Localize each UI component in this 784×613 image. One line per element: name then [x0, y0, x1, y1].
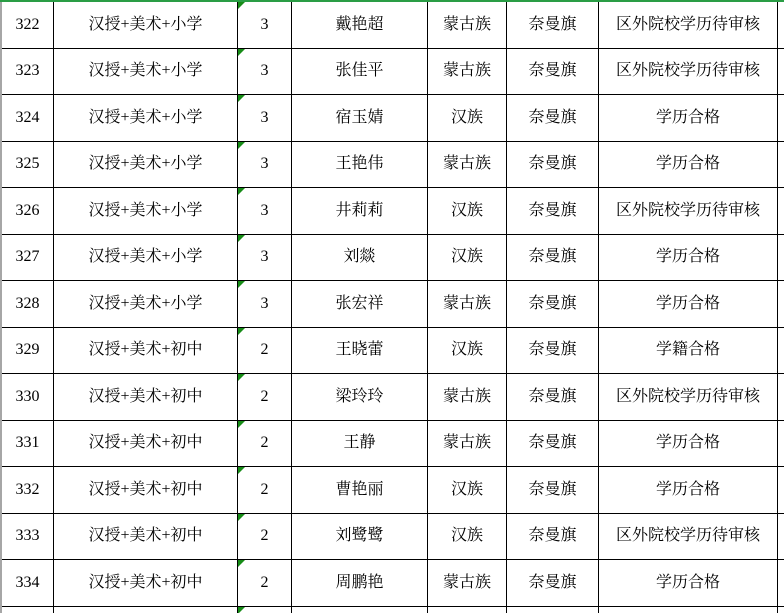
- cell-district[interactable]: [507, 188, 598, 234]
- cell-name[interactable]: [292, 95, 427, 141]
- cell-no[interactable]: [2, 281, 53, 327]
- cell-status[interactable]: [599, 49, 777, 95]
- cell-status-text: 学籍合格: [655, 341, 720, 359]
- cell-name[interactable]: [292, 467, 427, 513]
- cell-name-text: 宿玉婧: [335, 108, 384, 126]
- cell-status[interactable]: [599, 95, 777, 141]
- cell-status[interactable]: [599, 2, 777, 48]
- cell-ethnicity-text: 汉族: [450, 527, 483, 545]
- cell-ethnicity-text: 汉族: [450, 480, 483, 498]
- cell-no-text: 325: [15, 155, 40, 173]
- cell-no[interactable]: [2, 467, 53, 513]
- cell-district-text: 奈曼旗: [528, 434, 577, 452]
- cell-extra-sliver[interactable]: [778, 607, 784, 613]
- cell-quota-text: 2: [260, 480, 269, 498]
- cell-quota-text: 2: [260, 527, 269, 545]
- cell-quota[interactable]: [238, 49, 291, 95]
- number-as-text-flag-icon: [238, 2, 245, 9]
- cell-ethnicity[interactable]: [428, 374, 506, 420]
- cell-ethnicity-text: 汉族: [450, 248, 483, 266]
- cell-name-text: 张佳平: [335, 62, 384, 80]
- cell-quota-text: 2: [260, 434, 269, 452]
- cell-status-text: 区外院校学历待审核: [615, 62, 760, 80]
- cell-status[interactable]: [599, 514, 777, 560]
- cell-status[interactable]: [599, 188, 777, 234]
- cell-quota-text: 2: [260, 387, 269, 405]
- cell-ethnicity-text: 蒙古族: [442, 155, 491, 173]
- cell-status-text: 区外院校学历待审核: [615, 15, 760, 33]
- cell-district[interactable]: [507, 281, 598, 327]
- cell-name[interactable]: [292, 514, 427, 560]
- cell-name-text: 戴艳超: [335, 15, 384, 33]
- cell-no-text: 330: [15, 387, 40, 405]
- cell-extra-sliver[interactable]: [778, 95, 784, 141]
- cell-district[interactable]: [507, 374, 598, 420]
- cell-no-text: 329: [15, 341, 40, 359]
- cell-category[interactable]: [54, 188, 237, 234]
- cell-category[interactable]: [54, 281, 237, 327]
- cell-extra-sliver[interactable]: [778, 514, 784, 560]
- cell-no-text: 322: [15, 15, 40, 33]
- cell-category[interactable]: [54, 467, 237, 513]
- cell-ethnicity-text: 蒙古族: [442, 573, 491, 591]
- number-as-text-flag-icon: [238, 328, 245, 335]
- cell-ethnicity-text: 蒙古族: [442, 62, 491, 80]
- number-as-text-flag-icon: [238, 142, 245, 149]
- cell-status-text: 学历合格: [655, 108, 720, 126]
- cell-district[interactable]: [507, 514, 598, 560]
- cell-quota[interactable]: [238, 514, 291, 560]
- cell-quota-text: 3: [260, 201, 269, 219]
- cell-no[interactable]: [2, 607, 53, 613]
- cell-ethnicity[interactable]: [428, 142, 506, 188]
- cell-status-text: 区外院校学历待审核: [615, 201, 760, 219]
- cell-extra-sliver[interactable]: [778, 142, 784, 188]
- cell-status[interactable]: [599, 328, 777, 374]
- cell-category-text: 汉授+美术+小学: [88, 155, 203, 173]
- cell-name[interactable]: [292, 142, 427, 188]
- cell-district-text: 奈曼旗: [528, 15, 577, 33]
- cell-name-text: 王晓蕾: [335, 341, 384, 359]
- cell-category[interactable]: [54, 2, 237, 48]
- cell-status[interactable]: [599, 374, 777, 420]
- cell-category[interactable]: [54, 142, 237, 188]
- cell-name-text: 王静: [343, 434, 376, 452]
- cell-name-text: 刘鹭鹭: [335, 527, 384, 545]
- cell-status-text: 学历合格: [655, 573, 720, 591]
- cell-district-text: 奈曼旗: [528, 573, 577, 591]
- cell-quota-text: 2: [260, 341, 269, 359]
- cell-status[interactable]: [599, 607, 777, 613]
- cell-district-text: 奈曼旗: [528, 201, 577, 219]
- cell-ethnicity[interactable]: [428, 560, 506, 606]
- cell-no[interactable]: [2, 142, 53, 188]
- cell-category[interactable]: [54, 95, 237, 141]
- cell-district[interactable]: [507, 142, 598, 188]
- cell-extra-sliver[interactable]: [778, 49, 784, 95]
- cell-category[interactable]: [54, 421, 237, 467]
- cell-category-text: 汉授+美术+初中: [88, 573, 203, 591]
- cell-no-text: 334: [15, 573, 40, 591]
- cell-quota-text: 3: [260, 248, 269, 266]
- cell-name-text: 梁玲玲: [335, 387, 384, 405]
- cell-quota-text: 3: [260, 15, 269, 33]
- cell-ethnicity-text: 汉族: [450, 341, 483, 359]
- cell-ethnicity[interactable]: [428, 188, 506, 234]
- cell-quota[interactable]: [238, 188, 291, 234]
- cell-ethnicity[interactable]: [428, 607, 506, 613]
- number-as-text-flag-icon: [238, 421, 245, 428]
- cell-extra-sliver[interactable]: [778, 235, 784, 281]
- cell-quota[interactable]: [238, 421, 291, 467]
- cell-ethnicity-text: 蒙古族: [442, 294, 491, 312]
- cell-ethnicity-text: 蒙古族: [442, 15, 491, 33]
- cell-category[interactable]: [54, 235, 237, 281]
- cell-extra-sliver[interactable]: [778, 421, 784, 467]
- cell-quota[interactable]: [238, 142, 291, 188]
- number-as-text-flag-icon: [238, 188, 245, 195]
- cell-no[interactable]: [2, 49, 53, 95]
- cell-status[interactable]: [599, 560, 777, 606]
- cell-status-text: 学历合格: [655, 434, 720, 452]
- cell-ethnicity[interactable]: [428, 49, 506, 95]
- cell-ethnicity[interactable]: [428, 235, 506, 281]
- cell-status-text: 区外院校学历待审核: [615, 387, 760, 405]
- cell-name-text: 曹艳丽: [335, 480, 384, 498]
- cell-category-text: 汉授+美术+初中: [88, 527, 203, 545]
- cell-name[interactable]: [292, 235, 427, 281]
- cell-district[interactable]: [507, 235, 598, 281]
- cell-extra-sliver[interactable]: [778, 188, 784, 234]
- cell-quota[interactable]: [238, 374, 291, 420]
- cell-no[interactable]: [2, 2, 53, 48]
- cell-quota-text: 3: [260, 155, 269, 173]
- cell-category-text: 汉授+美术+小学: [88, 248, 203, 266]
- cell-no[interactable]: [2, 235, 53, 281]
- cell-no[interactable]: [2, 421, 53, 467]
- cell-status[interactable]: [599, 421, 777, 467]
- cell-district[interactable]: [507, 467, 598, 513]
- cell-ethnicity[interactable]: [428, 281, 506, 327]
- cell-name-text: 井莉莉: [335, 201, 384, 219]
- cell-extra-sliver[interactable]: [778, 281, 784, 327]
- cell-status[interactable]: [599, 235, 777, 281]
- sheet-top-green-line: [0, 0, 784, 2]
- cell-no[interactable]: [2, 188, 53, 234]
- sheet-grid: [2, 2, 784, 613]
- cell-no-text: 326: [15, 201, 40, 219]
- cell-no[interactable]: [2, 560, 53, 606]
- number-as-text-flag-icon: [238, 281, 245, 288]
- cell-extra-sliver[interactable]: [778, 467, 784, 513]
- cell-ethnicity[interactable]: [428, 467, 506, 513]
- cell-category[interactable]: [54, 49, 237, 95]
- cell-status[interactable]: [599, 142, 777, 188]
- cell-status-text: 学历合格: [655, 480, 720, 498]
- cell-district-text: 奈曼旗: [528, 294, 577, 312]
- cell-quota-text: 3: [260, 108, 269, 126]
- cell-category-text: 汉授+美术+初中: [88, 434, 203, 452]
- cell-quota[interactable]: [238, 281, 291, 327]
- cell-quota-text: 3: [260, 294, 269, 312]
- cell-ethnicity[interactable]: [428, 421, 506, 467]
- cell-category-text: 汉授+美术+初中: [88, 341, 203, 359]
- cell-district-text: 奈曼旗: [528, 108, 577, 126]
- cell-name[interactable]: [292, 49, 427, 95]
- cell-no[interactable]: [2, 328, 53, 374]
- cell-name[interactable]: [292, 560, 427, 606]
- cell-district[interactable]: [507, 328, 598, 374]
- cell-category-text: 汉授+美术+小学: [88, 15, 203, 33]
- number-as-text-flag-icon: [238, 560, 245, 567]
- cell-ethnicity-text: 汉族: [450, 108, 483, 126]
- cell-district-text: 奈曼旗: [528, 155, 577, 173]
- cell-quota[interactable]: [238, 2, 291, 48]
- cell-name[interactable]: [292, 2, 427, 48]
- cell-category-text: 汉授+美术+小学: [88, 62, 203, 80]
- number-as-text-flag-icon: [238, 374, 245, 381]
- cell-quota[interactable]: [238, 607, 291, 613]
- cell-name[interactable]: [292, 281, 427, 327]
- cell-no[interactable]: [2, 514, 53, 560]
- cell-name[interactable]: [292, 328, 427, 374]
- cell-name-text: 周鹏艳: [335, 573, 384, 591]
- cell-category[interactable]: [54, 328, 237, 374]
- cell-no[interactable]: [2, 95, 53, 141]
- cell-no-text: 327: [15, 248, 40, 266]
- cell-category[interactable]: [54, 607, 237, 613]
- cell-status-text: 学历合格: [655, 294, 720, 312]
- cell-status-text: 学历合格: [655, 155, 720, 173]
- cell-status-text: 学历合格: [655, 248, 720, 266]
- cell-status-text: 区外院校学历待审核: [615, 527, 760, 545]
- cell-no-text: 323: [15, 62, 40, 80]
- number-as-text-flag-icon: [238, 514, 245, 521]
- cell-ethnicity-text: 汉族: [450, 201, 483, 219]
- number-as-text-flag-icon: [238, 49, 245, 56]
- cell-district[interactable]: [507, 421, 598, 467]
- cell-category-text: 汉授+美术+小学: [88, 294, 203, 312]
- cell-district-text: 奈曼旗: [528, 387, 577, 405]
- cell-district-text: 奈曼旗: [528, 62, 577, 80]
- cell-name[interactable]: [292, 188, 427, 234]
- cell-quota[interactable]: [238, 235, 291, 281]
- cell-no-text: 331: [15, 434, 40, 452]
- cell-ethnicity-text: 蒙古族: [442, 434, 491, 452]
- window-left-edge: [0, 2, 2, 613]
- cell-quota-text: 3: [260, 62, 269, 80]
- cell-name-text: 刘燚: [343, 248, 376, 266]
- cell-district-text: 奈曼旗: [528, 527, 577, 545]
- cell-district[interactable]: [507, 607, 598, 613]
- cell-category[interactable]: [54, 374, 237, 420]
- cell-category[interactable]: [54, 560, 237, 606]
- cell-name[interactable]: [292, 374, 427, 420]
- cell-category-text: 汉授+美术+初中: [88, 480, 203, 498]
- cell-no-text: 332: [15, 480, 40, 498]
- cell-quota[interactable]: [238, 328, 291, 374]
- number-as-text-flag-icon: [238, 235, 245, 242]
- number-as-text-flag-icon: [238, 467, 245, 474]
- cell-extra-sliver[interactable]: [778, 328, 784, 374]
- cell-district[interactable]: [507, 2, 598, 48]
- cell-category-text: 汉授+美术+小学: [88, 108, 203, 126]
- cell-category-text: 汉授+美术+初中: [88, 387, 203, 405]
- cell-category[interactable]: [54, 514, 237, 560]
- cell-district-text: 奈曼旗: [528, 341, 577, 359]
- cell-name[interactable]: [292, 607, 427, 613]
- cell-district[interactable]: [507, 49, 598, 95]
- cell-district-text: 奈曼旗: [528, 248, 577, 266]
- cell-no-text: 333: [15, 527, 40, 545]
- cell-quota[interactable]: [238, 95, 291, 141]
- cell-ethnicity[interactable]: [428, 514, 506, 560]
- cell-extra-sliver[interactable]: [778, 560, 784, 606]
- cell-status[interactable]: [599, 281, 777, 327]
- cell-extra-sliver[interactable]: [778, 2, 784, 48]
- cell-district[interactable]: [507, 560, 598, 606]
- cell-extra-sliver[interactable]: [778, 374, 784, 420]
- cell-ethnicity[interactable]: [428, 95, 506, 141]
- cell-ethnicity-text: 蒙古族: [442, 387, 491, 405]
- cell-ethnicity[interactable]: [428, 328, 506, 374]
- cell-quota[interactable]: [238, 560, 291, 606]
- cell-name-text: 张宏祥: [335, 294, 384, 312]
- cell-no-text: 324: [15, 108, 40, 126]
- cell-quota-text: 2: [260, 573, 269, 591]
- cell-ethnicity[interactable]: [428, 2, 506, 48]
- cell-district-text: 奈曼旗: [528, 480, 577, 498]
- cell-no[interactable]: [2, 374, 53, 420]
- cell-name[interactable]: [292, 421, 427, 467]
- cell-status[interactable]: [599, 467, 777, 513]
- cell-no-text: 328: [15, 294, 40, 312]
- number-as-text-flag-icon: [238, 607, 245, 613]
- cell-name-text: 王艳伟: [335, 155, 384, 173]
- cell-category-text: 汉授+美术+小学: [88, 201, 203, 219]
- cell-quota[interactable]: [238, 467, 291, 513]
- number-as-text-flag-icon: [238, 95, 245, 102]
- cell-district[interactable]: [507, 95, 598, 141]
